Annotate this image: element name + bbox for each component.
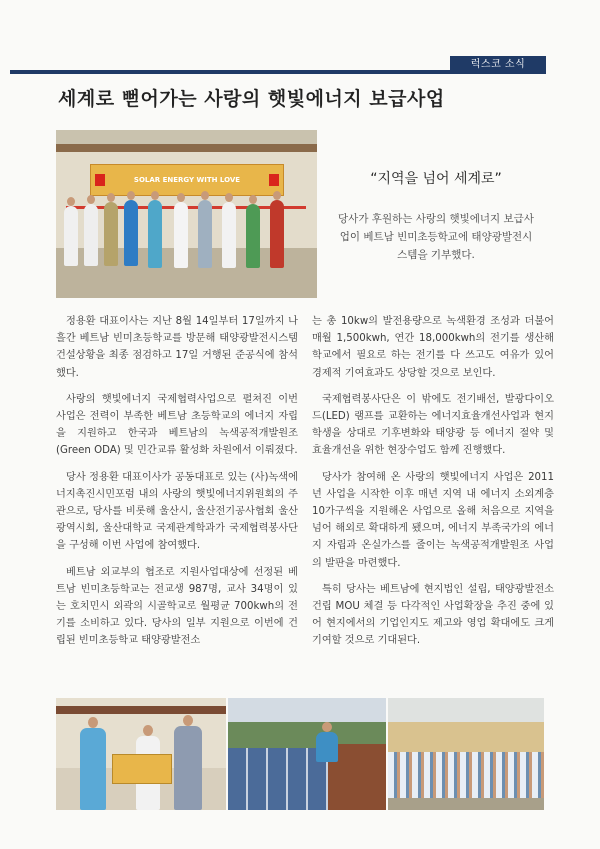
person-figure [198,200,212,268]
article-paragraph: 사랑의 햇빛에너지 국제협력사업으로 펼쳐진 이번 사업은 전력이 부족한 베트남 초등학교의 에너지 자립을 지원하고 한국과 베트남의 녹색공적개발원조(Green ODA) 및 민간교류 활성화 차원에서 이뤄졌다. [56,393,298,457]
group-photo [388,698,544,810]
ceremony-photo [56,130,317,298]
callout-title: “지역을 넘어 세계로” [370,171,502,187]
article-paragraph: 국제협력봉사단은 이 밖에도 전기배선, 발광다이오드(LED) 램프를 교환하는 에너지효율개선사업과 현지학생을 상대로 기후변화와 태양광 등 에너지 절약 및 효율개선을 위한 현장수업도 함께 진행했다. [312,393,554,457]
person-figure [174,202,188,268]
photo-ground [388,798,544,810]
article-title: 세계로 뻗어가는 사랑의 햇빛에너지 보급사업 [58,88,445,110]
photo-banner [90,164,284,196]
section-tag: 럭스코 소식 [450,56,546,73]
callout-text: 당사가 후원하는 사랑의 햇빛에너지 보급사업이 베트남 빈미초등학교에 태양광발전시스템을 기부했다. [338,213,534,261]
photo-roof [56,144,317,152]
article-paragraph: 당사가 참여해 온 사랑의 햇빛에너지 사업은 2011년 사업을 시작한 이후 매년 지역 내 에너지 소외계층 10가구씩을 지원해온 사업으로 올해 처음으로 지역을 넘어 해외로 확대하게 됐으며, 에너지 부족국가의 에너지 자립과 온실가스를 줄이는 녹색공적개발원조 사업의 발판을 마련했다. [312,471,554,569]
person-figure [270,200,284,268]
person-figure [148,200,162,268]
article-paragraph: 는 총 10kw의 발전용량으로 녹색환경 조성과 더불어 매월 1,500kwh, 연간 18,000kwh의 전기를 생산해 학교에서 필요로 하는 전기를 다 쓰고도 여유가 있어 경제적 기여효과도 상당할 것으로 보인다. [312,316,554,379]
photo-roof [56,706,226,714]
handover-photo [56,698,226,810]
header-rule [10,70,546,74]
person-figure [174,726,202,810]
worker-figure [316,732,338,762]
flag-icon [269,174,279,186]
article-column-right [312,313,554,659]
article-paragraph: 특히 당사는 베트남에 현지법인 설립, 태양광발전소 건립 MOU 체결 등 다각적인 사업확장을 추진 중에 있어 현지에서의 기업인지도 제고와 영업 확대에도 크게 기여할 것으로 기대된다. [312,583,554,647]
photo-school-building [388,722,544,752]
person-figure [246,204,260,268]
flag-icon [95,174,105,186]
solar-panel-photo [228,698,386,810]
article-column-left [56,313,298,659]
article-paragraph: 베트남 외교부의 협조로 지원사업대상에 선정된 베트남 빈미초등학교는 전교생 987명, 교사 34명이 있는 호치민시 외곽의 시골학교로 월평균 700kwh의 전기를 소비하고 있다. 당사의 일부 지원으로 이번에 건립된 빈미초등학교 태양광발전소 [56,566,298,647]
person-figure [104,202,118,266]
person-figure [222,202,236,268]
article-paragraph: 정용환 대표이사는 지난 8월 14일부터 17일까지 나흘간 베트남 빈미초등학교를 방문해 태양광발전시스템 건설상황을 최종 점검하고 17일 거행된 준공식에 참석했다. [56,316,298,379]
article-paragraph: 당사 정용환 대표이사가 공동대표로 있는 (사)녹색에너지촉진시민포럼 내의 사랑의 햇빛에너지위원회의 주관으로, 당사를 비롯해 울산시, 울산전기공사협회 울산광역시회, 울산대학교 국제관계학과가 국제협력봉사단을 구성해 이번 사업에 참여했다. [56,471,298,552]
person-figure [80,728,106,810]
person-figure [124,200,138,266]
photo-banner-text: SOLAR ENERGY WITH LOVE [133,176,241,184]
callout-box [336,168,536,264]
person-figure [64,206,78,266]
person-figure [84,204,98,266]
donation-board [112,754,172,784]
student-crowd [388,752,544,798]
